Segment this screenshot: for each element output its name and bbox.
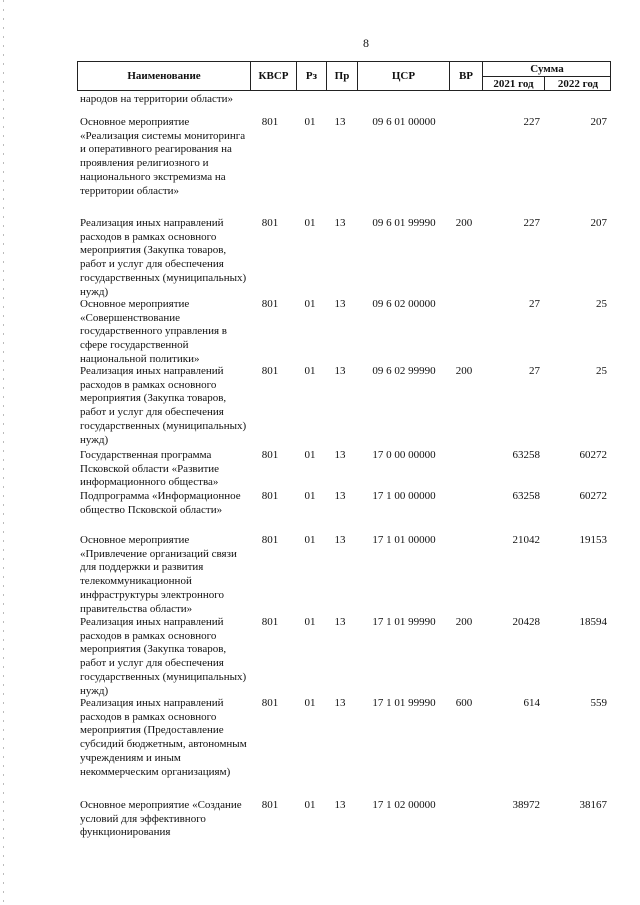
row-rz: 01 [304,697,316,709]
table-row [80,365,611,447]
row-vr: 200 [455,365,473,377]
table-row [80,93,611,107]
header-year-2021: 2021 год [483,77,545,91]
row-kvsr: 801 [261,365,279,377]
row-pr: 13 [334,449,346,461]
row-rz: 01 [304,365,316,377]
header-pr: Пр [327,62,358,90]
row-name: Основное мероприятие «Реализация системы мониторинга и оперативного реагирования на проявления религиозного и национального экстремизма на территории области» [80,116,246,197]
row-sum-2021: 63258 [512,490,540,502]
row-csr: 09 6 02 00000 [372,298,436,310]
row-sum-2021: 20428 [512,616,540,628]
row-sum-2022: 60272 [579,490,607,502]
row-rz: 01 [304,116,316,128]
row-kvsr: 801 [261,799,279,811]
header-rz: Рз [297,62,327,90]
row-csr: 09 6 02 99990 [372,365,436,377]
row-name: Реализация иных направлений расходов в рамках основного мероприятия (Закупка товаров, работ и услуг для обеспечения государственных (муниципальных) нужд) [80,365,247,446]
row-vr: 200 [455,616,473,628]
table-row [80,616,611,698]
row-sum-2021: 227 [523,217,540,229]
row-pr: 13 [334,116,346,128]
row-csr: 09 6 01 00000 [372,116,436,128]
row-kvsr: 801 [261,616,279,628]
header-vr: ВР [450,62,483,90]
table-header [77,61,611,91]
header-name: Наименование [78,62,251,90]
header-sum-block [483,62,611,90]
row-sum-2022: 207 [590,217,607,229]
row-vr: 200 [455,217,473,229]
row-sum-2022: 25 [596,298,607,310]
row-rz: 01 [304,449,316,461]
row-kvsr: 801 [261,490,279,502]
row-csr: 17 1 02 00000 [372,799,436,811]
row-name: народов на территории области» [80,93,234,105]
header-csr: ЦСР [358,62,450,90]
table-row [80,116,611,198]
row-kvsr: 801 [261,449,279,461]
row-rz: 01 [304,490,316,502]
row-sum-2022: 60272 [579,449,607,461]
row-sum-2021: 27 [529,365,540,377]
row-kvsr: 801 [261,116,279,128]
header-sum: Сумма [483,62,611,77]
row-sum-2021: 227 [523,116,540,128]
row-sum-2021: 21042 [512,534,540,546]
header-year-2022: 2022 год [557,78,599,90]
row-kvsr: 801 [261,534,279,546]
row-sum-2022: 25 [596,365,607,377]
row-name: Основное мероприятие «Привлечение организаций связи для поддержки и развития телекоммуникационной инфраструктуры электронного правительства области» [80,534,237,615]
row-pr: 13 [334,490,346,502]
header-kvsr: КВСР [251,62,297,90]
row-pr: 13 [334,217,346,229]
table-row [80,534,611,616]
row-name: Основное мероприятие «Создание условий для эффективного функционирования [80,799,242,839]
row-name: Реализация иных направлений расходов в рамках основного мероприятия (Закупка товаров, работ и услуг для обеспечения государственных (муниципальных) нужд) [80,616,247,697]
row-pr: 13 [334,799,346,811]
row-sum-2021: 27 [529,298,540,310]
table-row [80,217,611,299]
row-csr: 17 1 01 99990 [372,697,436,709]
row-rz: 01 [304,799,316,811]
row-rz: 01 [304,217,316,229]
row-csr: 09 6 01 99990 [372,217,436,229]
row-name: Подпрограмма «Информационное общество Псковской области» [80,490,241,516]
row-kvsr: 801 [261,217,279,229]
row-pr: 13 [334,298,346,310]
row-pr: 13 [334,616,346,628]
table-row [80,490,611,517]
row-csr: 17 0 00 00000 [372,449,436,461]
table-row [80,697,611,779]
row-rz: 01 [304,616,316,628]
row-pr: 13 [334,697,346,709]
row-name: Основное мероприятие «Совершенствование государственного управления в сфере государственной национальной политики» [80,298,227,365]
row-csr: 17 1 00 00000 [372,490,436,502]
row-kvsr: 801 [261,697,279,709]
row-name: Реализация иных направлений расходов в рамках основного мероприятия (Закупка товаров, работ и услуг для обеспечения государственных (муниципальных) нужд) [80,217,247,298]
row-pr: 13 [334,365,346,377]
table-row [80,799,611,840]
row-sum-2022: 18594 [579,616,607,628]
row-sum-2021: 63258 [512,449,540,461]
row-rz: 01 [304,298,316,310]
row-sum-2022: 19153 [579,534,607,546]
row-vr: 600 [455,697,473,709]
row-name: Государственная программа Псковской области «Развитие информационного общества» [80,449,220,489]
row-sum-2022: 559 [590,697,607,709]
row-sum-2021: 614 [523,697,540,709]
row-sum-2021: 38972 [512,799,540,811]
row-rz: 01 [304,534,316,546]
table-row [80,298,611,367]
scan-edge [3,0,4,905]
row-sum-2022: 207 [590,116,607,128]
row-pr: 13 [334,534,346,546]
row-csr: 17 1 01 99990 [372,616,436,628]
page-number: 8 [363,36,369,50]
row-csr: 17 1 01 00000 [372,534,436,546]
row-name: Реализация иных направлений расходов в рамках основного мероприятия (Предоставление субсидий бюджетным, автономным учреждениям и иным некоммерческим организациям) [80,697,247,778]
table-row [80,449,611,490]
row-sum-2022: 38167 [579,799,607,811]
row-kvsr: 801 [261,298,279,310]
